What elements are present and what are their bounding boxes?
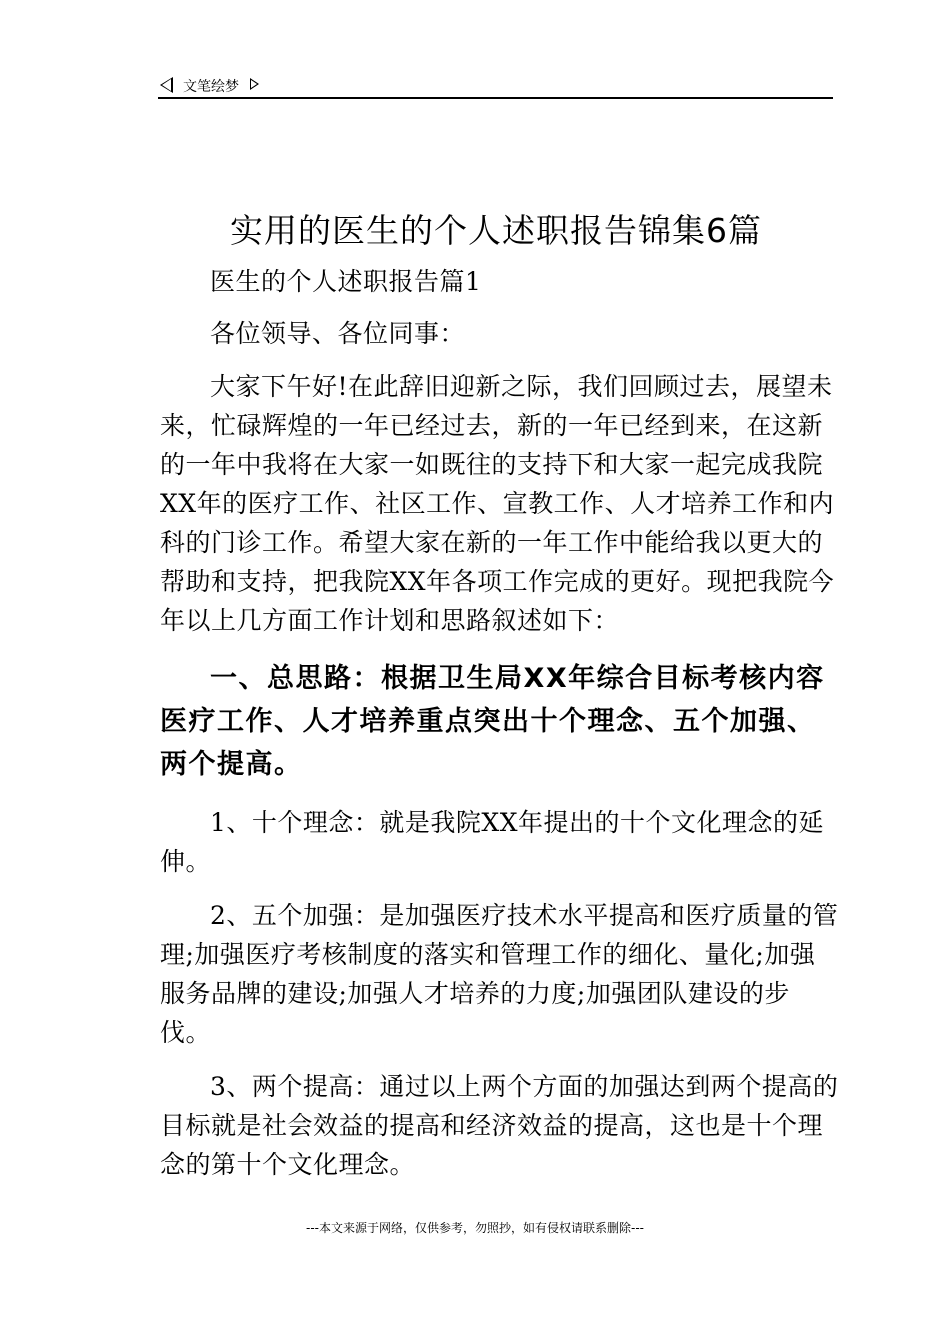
header-brand: 文笔绘梦: [183, 79, 239, 95]
list-item-3: 3、两个提高：通过以上两个方面的加强达到两个提高的目标就是社会效益的提高和经济效益的提高，这也是十个理念的第十个文化理念。: [160, 1072, 839, 1179]
list-item-1: 1、十个理念：就是我院XX年提出的十个文化理念的延伸。: [160, 808, 825, 876]
triangle-right-icon: [250, 78, 259, 90]
footer-disclaimer: ---本文来源于网络，仅供参考，勿照抄，如有侵权请联系删除---: [306, 1221, 644, 1235]
document-title: 实用的医生的个人述职报告锦集6篇: [230, 211, 762, 250]
intro-paragraph: 大家下午好!在此辞旧迎新之际，我们回顾过去，展望未来，忙碌辉煌的一年已经过去，新的一年已经到来，在这新的一年中我将在大家一如既往的支持下和大家一起完成我院XX年的医疗工作、社区工作、宣教工作、人才培养工作和内科的门诊工作。希望大家在新的一年工作中能给我以更大的帮助和支持，把我院XX年各项工作完成的更好。现把我院今年以上几方面工作计划和思路叙述如下：: [160, 372, 835, 635]
section-heading-1: 一、总思路：根据卫生局XX年综合目标考核内容医疗工作、人才培养重点突出十个理念、五个加强、两个提高。: [160, 663, 825, 780]
subtitle: 医生的个人述职报告篇1: [210, 267, 482, 296]
triangle-left-icon: [160, 77, 173, 93]
salutation: 各位领导、各位同事：: [210, 319, 466, 348]
header-rule: [158, 97, 833, 99]
list-item-2: 2、五个加强：是加强医疗技术水平提高和医疗质量的管理;加强医疗考核制度的落实和管理工作的细化、量化;加强服务品牌的建设;加强人才培养的力度;加强团队建设的步伐。: [160, 901, 839, 1047]
page-header: [160, 74, 833, 98]
